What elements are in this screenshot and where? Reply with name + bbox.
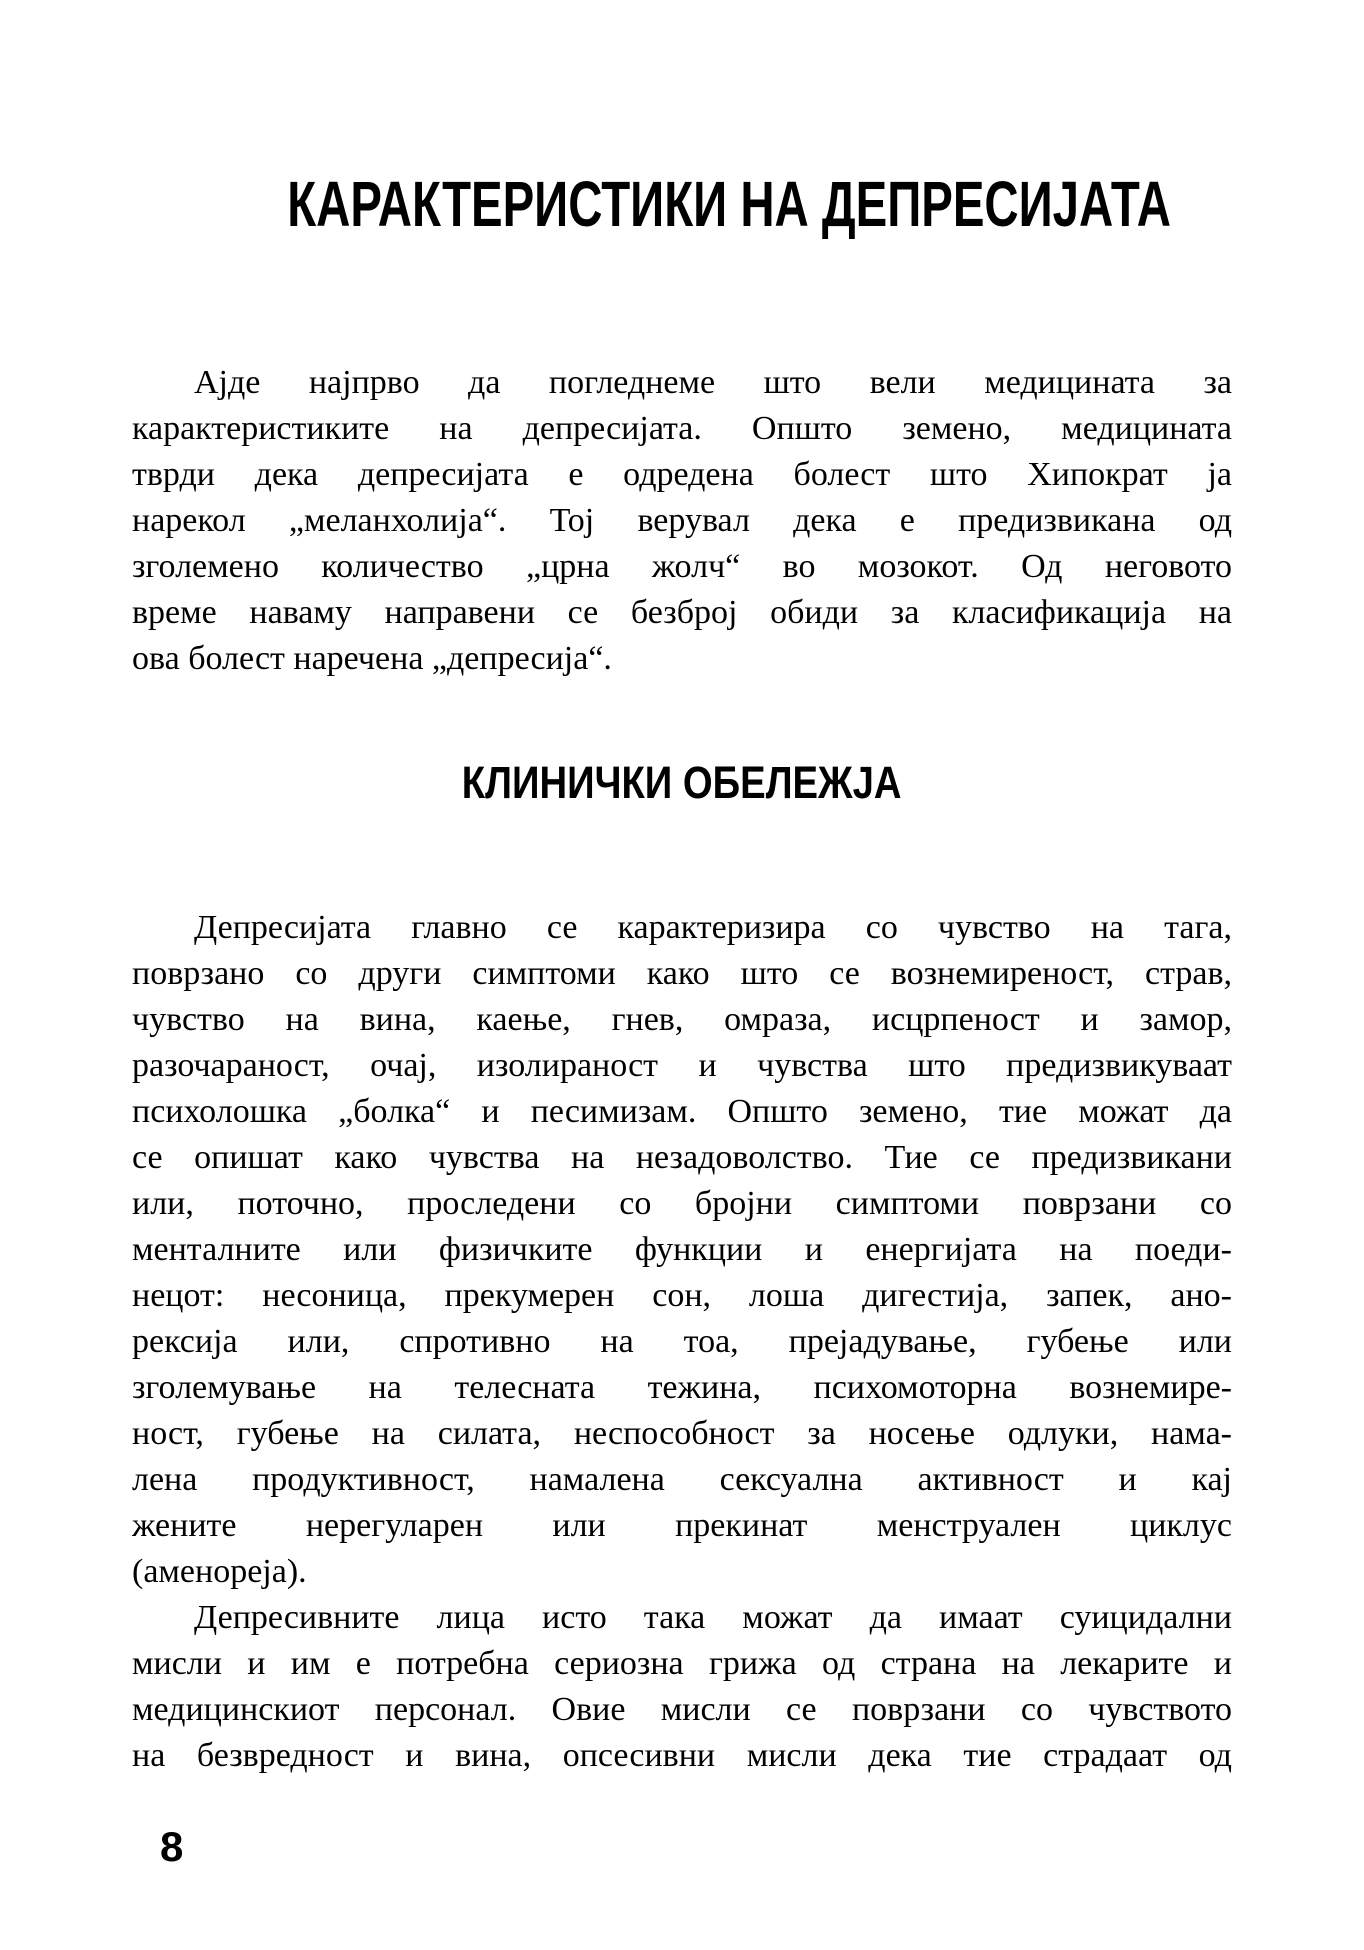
chapter-title-text: КАРАКТЕРИСТИКИ НА ДЕПРЕСИЈАТА (287, 168, 1171, 240)
text-line: поврзано со други симптоми како што се вознемиреност, страв, (132, 955, 1232, 992)
text-line: се опишат како чувства на незадоволство. Тие се предизвикани (132, 1139, 1232, 1176)
text-line: психолошка „болка“ и песимизам. Општо земено, тие можат да (132, 1093, 1232, 1130)
text-block (132, 168, 1232, 1779)
text-line: рексија или, спротивно на тоа, прејадување, губење или (132, 1323, 1232, 1360)
text-line: нецот: несоница, прекумерен сон, лоша дигестија, запек, ано- (132, 1277, 1232, 1314)
page-number: 8 (160, 1823, 184, 1870)
text-line: (аменореја). (132, 1553, 307, 1590)
section-heading-text: КЛИНИЧКИ ОБЕЛЕЖЈА (462, 757, 902, 808)
text-line: време наваму направени се безброј обиди за класификација на (132, 594, 1232, 631)
chapter-title (132, 168, 1232, 240)
section-heading (132, 757, 1232, 808)
text-line: Депресијата главно се карактеризира со чувство на тага, (194, 909, 1232, 946)
text-line: ност, губење на силата, неспособност за носење одлуки, нама- (132, 1415, 1232, 1452)
text-line: тврди дека депресијата е одредена болест што Хипократ ја (132, 456, 1232, 493)
text-line: мисли и им е потребна сериозна грижа од страна на лекарите и (132, 1645, 1232, 1682)
text-line: карактеристиките на депресијата. Општо земено, медицината (132, 410, 1232, 447)
text-line: ова болест наречена „депресија“. (132, 640, 612, 677)
text-line: нарекол „меланхолија“. Тој верувал дека е предизвикана од (132, 502, 1232, 539)
text-line: чувство на вина, каење, гнев, омраза, исцрпеност и замор, (132, 1001, 1232, 1038)
text-line: лена продуктивност, намалена сексуална активност и кај (132, 1461, 1232, 1498)
suicidal-thoughts-paragraph (132, 1595, 1232, 1779)
clinical-features-paragraph (132, 905, 1232, 1595)
text-line: зголемено количество „црна жолч“ во мозокот. Од неговото (132, 548, 1232, 585)
text-line: жените нерегуларен или прекинат менструален циклус (132, 1507, 1232, 1544)
text-line: на безвредност и вина, опсесивни мисли дека тие страдаат од (132, 1737, 1232, 1774)
text-line: Депресивните лица исто така можат да имаат суицидални (194, 1599, 1232, 1636)
text-line: или, поточно, проследени со бројни симптоми поврзани со (132, 1185, 1232, 1222)
text-line: Ајде најпрво да погледнеме што вели медицината за (194, 364, 1232, 401)
intro-paragraph (132, 360, 1232, 682)
text-line: зголемување на телесната тежина, психомоторна вознемире- (132, 1369, 1232, 1406)
text-line: разочараност, очај, изолираност и чувства што предизвикуваат (132, 1047, 1232, 1084)
text-line: менталните или физичките функции и енергијата на поеди- (132, 1231, 1232, 1268)
text-line: медицинскиот персонал. Овие мисли се поврзани со чувството (132, 1691, 1232, 1728)
